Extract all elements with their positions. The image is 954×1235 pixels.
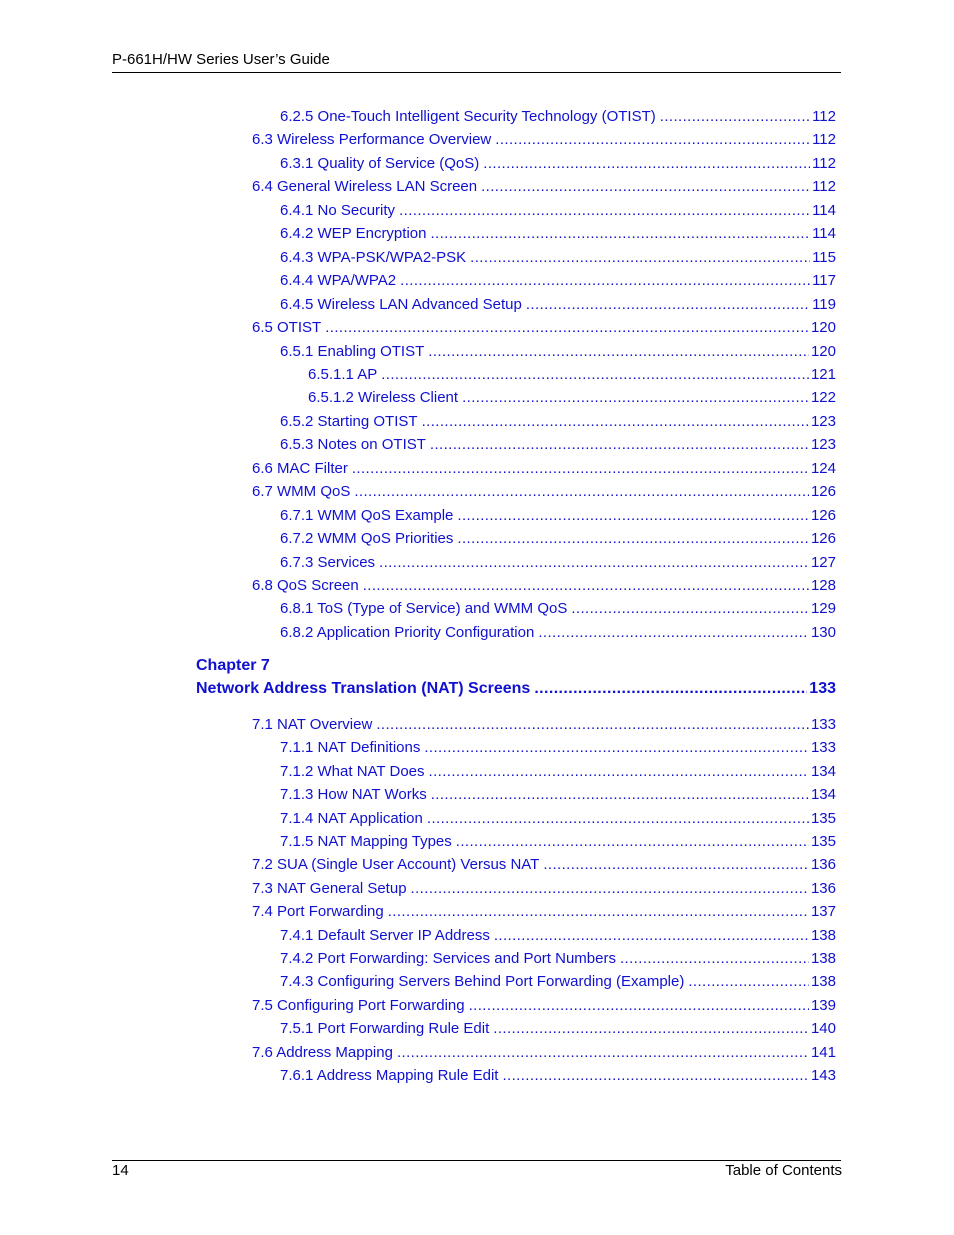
toc-entry-page-number: 138 xyxy=(810,950,836,967)
chapter-title: Network Address Translation (NAT) Screens xyxy=(196,680,531,697)
dot-leader xyxy=(538,624,809,642)
toc-entry-page-number: 112 xyxy=(812,154,836,172)
header-divider xyxy=(112,72,841,73)
dot-leader xyxy=(399,202,810,220)
dot-leader xyxy=(397,1044,809,1062)
toc-entry-page-number: 136 xyxy=(810,856,836,874)
toc-entry[interactable] xyxy=(280,294,836,314)
toc-entry-label: 6.7.3 Services xyxy=(280,553,376,571)
dot-leader xyxy=(688,973,809,991)
page-header-title: P-661H/HW Series User’s Guide xyxy=(112,51,330,68)
toc-entry[interactable] xyxy=(280,528,836,548)
chapter-number[interactable]: Chapter 7 xyxy=(196,657,270,674)
dot-leader xyxy=(428,343,809,361)
toc-entry[interactable] xyxy=(280,808,836,828)
toc-entry[interactable] xyxy=(252,575,836,595)
toc-entry-page-number: 138 xyxy=(810,926,836,944)
toc-entry-label: 7.3 NAT General Setup xyxy=(252,879,407,897)
toc-entry-page-number: 126 xyxy=(810,506,836,524)
dot-leader xyxy=(481,178,810,196)
dot-leader xyxy=(424,739,809,757)
toc-entry-page-number: 129 xyxy=(810,600,836,618)
toc-entry[interactable] xyxy=(280,200,836,220)
dot-leader xyxy=(352,460,809,478)
footer-divider xyxy=(112,1160,841,1161)
toc-entry[interactable] xyxy=(280,925,836,945)
toc-entry-page-number: 140 xyxy=(810,1020,836,1038)
toc-entry-label: 6.8 QoS Screen xyxy=(252,577,359,594)
dot-leader xyxy=(430,436,809,454)
toc-entry-label: 6.7 WMM QoS xyxy=(252,483,351,501)
toc-entry[interactable] xyxy=(280,737,836,757)
dot-leader xyxy=(571,600,809,618)
dot-leader xyxy=(363,577,809,595)
toc-entry-page-number: 135 xyxy=(810,833,836,850)
toc-entry-label: 7.1.2 What NAT Does xyxy=(280,762,425,780)
toc-entry[interactable] xyxy=(280,434,836,454)
dot-leader xyxy=(543,856,809,874)
dot-leader xyxy=(457,507,809,525)
toc-entry[interactable] xyxy=(280,223,836,243)
dot-leader xyxy=(325,319,809,337)
dot-leader xyxy=(620,950,809,968)
toc-entry-label: 7.4.2 Port Forwarding: Services and Port Numbers xyxy=(280,950,616,967)
toc-entry-page-number: 141 xyxy=(810,1043,836,1061)
toc-entry-label: 6.4 General Wireless LAN Screen xyxy=(252,178,478,196)
toc-entry-label: 6.8.1 ToS (Type of Service) and WMM QoS xyxy=(280,600,568,618)
toc-entry-page-number: 133 xyxy=(810,716,836,733)
toc-entry[interactable] xyxy=(280,247,836,267)
toc-entry-page-number: 139 xyxy=(810,996,836,1014)
toc-entry[interactable] xyxy=(308,364,836,384)
toc-entry[interactable] xyxy=(280,948,836,968)
toc-entry-label: 6.2.5 One-Touch Intelligent Security Technology (OTIST) xyxy=(280,108,656,125)
toc-entry-label: 6.5.1 Enabling OTIST xyxy=(280,342,425,360)
toc-entry[interactable] xyxy=(280,1018,836,1038)
toc-entry[interactable] xyxy=(280,761,836,781)
toc-entry-label: 7.1.3 How NAT Works xyxy=(280,786,427,804)
toc-entry-page-number: 122 xyxy=(810,389,836,407)
toc-entry-label: 7.1 NAT Overview xyxy=(252,716,373,733)
dot-leader xyxy=(470,249,810,267)
toc-entry[interactable] xyxy=(280,784,836,804)
dot-leader xyxy=(502,1067,809,1085)
toc-entry[interactable] xyxy=(280,598,836,618)
toc-entry[interactable] xyxy=(280,153,836,173)
toc-entry-page-number: 117 xyxy=(812,272,836,290)
toc-entry-page-number: 143 xyxy=(810,1067,836,1084)
toc-entry[interactable] xyxy=(252,176,836,196)
toc-entry-page-number: 137 xyxy=(810,903,836,921)
toc-entry-label: 7.4.3 Configuring Servers Behind Port Forwarding (Example) xyxy=(280,973,685,991)
dot-leader xyxy=(400,272,810,290)
toc-entry-label: 6.4.1 No Security xyxy=(280,201,396,219)
toc-entry-label: 7.4 Port Forwarding xyxy=(252,903,384,921)
dot-leader xyxy=(526,296,810,314)
toc-entry-page-number: 120 xyxy=(810,319,836,337)
toc-entry-label: 6.6 MAC Filter xyxy=(252,459,348,477)
toc-entry-label: 6.4.5 Wireless LAN Advanced Setup xyxy=(280,295,522,313)
toc-entry-label: 6.8.2 Application Priority Configuration xyxy=(280,623,535,641)
toc-entry-label: 6.7.2 WMM QoS Priorities xyxy=(280,530,454,548)
toc-entry-label: 7.1.1 NAT Definitions xyxy=(280,739,421,757)
toc-entry[interactable] xyxy=(280,505,836,525)
dot-leader xyxy=(469,997,809,1015)
dot-leader xyxy=(493,1020,809,1038)
toc-entry-page-number: 119 xyxy=(812,295,836,313)
dot-leader xyxy=(354,483,809,501)
toc-entry[interactable] xyxy=(252,129,836,149)
toc-entry-label: 7.2 SUA (Single User Account) Versus NAT xyxy=(252,856,540,874)
toc-entry-label: 7.6 Address Mapping xyxy=(252,1043,393,1061)
toc-entry-label: 6.4.3 WPA-PSK/WPA2-PSK xyxy=(280,248,467,266)
toc-entry-page-number: 120 xyxy=(810,342,836,360)
toc-entry-label: 6.5.1.1 AP xyxy=(308,365,378,383)
toc-entry-page-number: 126 xyxy=(810,530,836,548)
toc-entry-page-number: 126 xyxy=(810,483,836,501)
dot-leader xyxy=(457,530,809,548)
toc-entry-label: 7.5 Configuring Port Forwarding xyxy=(252,996,465,1014)
toc-entry[interactable] xyxy=(280,622,836,642)
toc-entry[interactable] xyxy=(280,411,836,431)
toc-entry-label: 6.7.1 WMM QoS Example xyxy=(280,506,454,524)
dot-leader xyxy=(431,786,809,804)
footer-page-number: 14 xyxy=(112,1162,129,1179)
dot-leader xyxy=(381,366,809,384)
toc-entry[interactable] xyxy=(280,1065,836,1085)
dot-leader xyxy=(422,413,809,431)
toc-entry-page-number: 136 xyxy=(810,879,836,897)
toc-entry[interactable] xyxy=(252,901,836,921)
toc-entry-label: 6.4.2 WEP Encryption xyxy=(280,225,427,243)
dot-leader xyxy=(483,155,810,173)
toc-entry[interactable] xyxy=(252,458,836,478)
toc-entry[interactable] xyxy=(252,995,836,1015)
toc-entry-label: 7.1.4 NAT Application xyxy=(280,809,423,827)
toc-entry[interactable] xyxy=(252,317,836,337)
toc-entry-label: 6.5.1.2 Wireless Client xyxy=(308,389,459,407)
dot-leader xyxy=(430,225,810,243)
toc-entry-label: 7.6.1 Address Mapping Rule Edit xyxy=(280,1067,499,1084)
dot-leader xyxy=(534,679,807,699)
toc-entry-page-number: 124 xyxy=(810,459,836,477)
toc-entry-label: 6.3 Wireless Performance Overview xyxy=(252,131,492,149)
toc-entry[interactable] xyxy=(280,341,836,361)
toc-entry-page-number: 112 xyxy=(812,131,836,149)
toc-entry[interactable] xyxy=(252,1042,836,1062)
toc-entry[interactable] xyxy=(252,854,836,874)
toc-entry-page-number: 127 xyxy=(810,553,836,571)
toc-entry-label: 6.5 OTIST xyxy=(252,319,322,337)
toc-entry-page-number: 123 xyxy=(810,412,836,430)
chapter-title-entry[interactable] xyxy=(196,678,836,699)
toc-entry-label: 6.4.4 WPA/WPA2 xyxy=(280,272,397,290)
chapter-page-number: 133 xyxy=(809,680,836,697)
toc-entry-page-number: 112 xyxy=(812,178,836,196)
toc-entry-label: 7.4.1 Default Server IP Address xyxy=(280,926,490,944)
toc-entry[interactable] xyxy=(280,106,836,126)
dot-leader xyxy=(462,389,809,407)
dot-leader xyxy=(379,554,809,572)
dot-leader xyxy=(427,810,809,828)
toc-entry-page-number: 121 xyxy=(810,365,836,383)
toc-entry[interactable] xyxy=(308,387,836,407)
toc-entry-page-number: 128 xyxy=(810,577,836,594)
toc-entry-page-number: 123 xyxy=(810,436,836,454)
dot-leader xyxy=(388,903,809,921)
toc-entry[interactable] xyxy=(280,552,836,572)
toc-entry[interactable] xyxy=(280,971,836,991)
toc-entry-label: 6.5.2 Starting OTIST xyxy=(280,412,418,430)
dot-leader xyxy=(494,927,809,945)
toc-entry[interactable] xyxy=(252,714,836,734)
toc-entry-page-number: 112 xyxy=(812,108,836,125)
toc-entry-label: 6.3.1 Quality of Service (QoS) xyxy=(280,154,480,172)
dot-leader xyxy=(495,131,810,149)
toc-entry-page-number: 130 xyxy=(810,623,836,641)
dot-leader xyxy=(376,716,809,734)
toc-entry-label: 6.5.3 Notes on OTIST xyxy=(280,436,426,454)
toc-entry-page-number: 115 xyxy=(812,248,836,266)
toc-entry-page-number: 114 xyxy=(812,225,836,243)
toc-entry-page-number: 138 xyxy=(810,973,836,991)
toc-entry-page-number: 134 xyxy=(810,786,836,804)
toc-entry-label: 7.1.5 NAT Mapping Types xyxy=(280,833,452,850)
dot-leader xyxy=(429,763,809,781)
dot-leader xyxy=(456,833,809,851)
toc-entry[interactable] xyxy=(252,481,836,501)
footer-section-title: Table of Contents xyxy=(725,1162,842,1179)
dot-leader xyxy=(411,880,809,898)
toc-entry-label: 7.5.1 Port Forwarding Rule Edit xyxy=(280,1020,490,1038)
toc-entry-page-number: 134 xyxy=(810,762,836,780)
toc-entry-page-number: 114 xyxy=(812,201,836,219)
dot-leader xyxy=(660,108,810,126)
toc-entry[interactable] xyxy=(280,831,836,851)
toc-entry-page-number: 133 xyxy=(810,739,836,757)
toc-entry[interactable] xyxy=(280,270,836,290)
toc-entry-page-number: 135 xyxy=(810,809,836,827)
toc-entry[interactable] xyxy=(252,878,836,898)
